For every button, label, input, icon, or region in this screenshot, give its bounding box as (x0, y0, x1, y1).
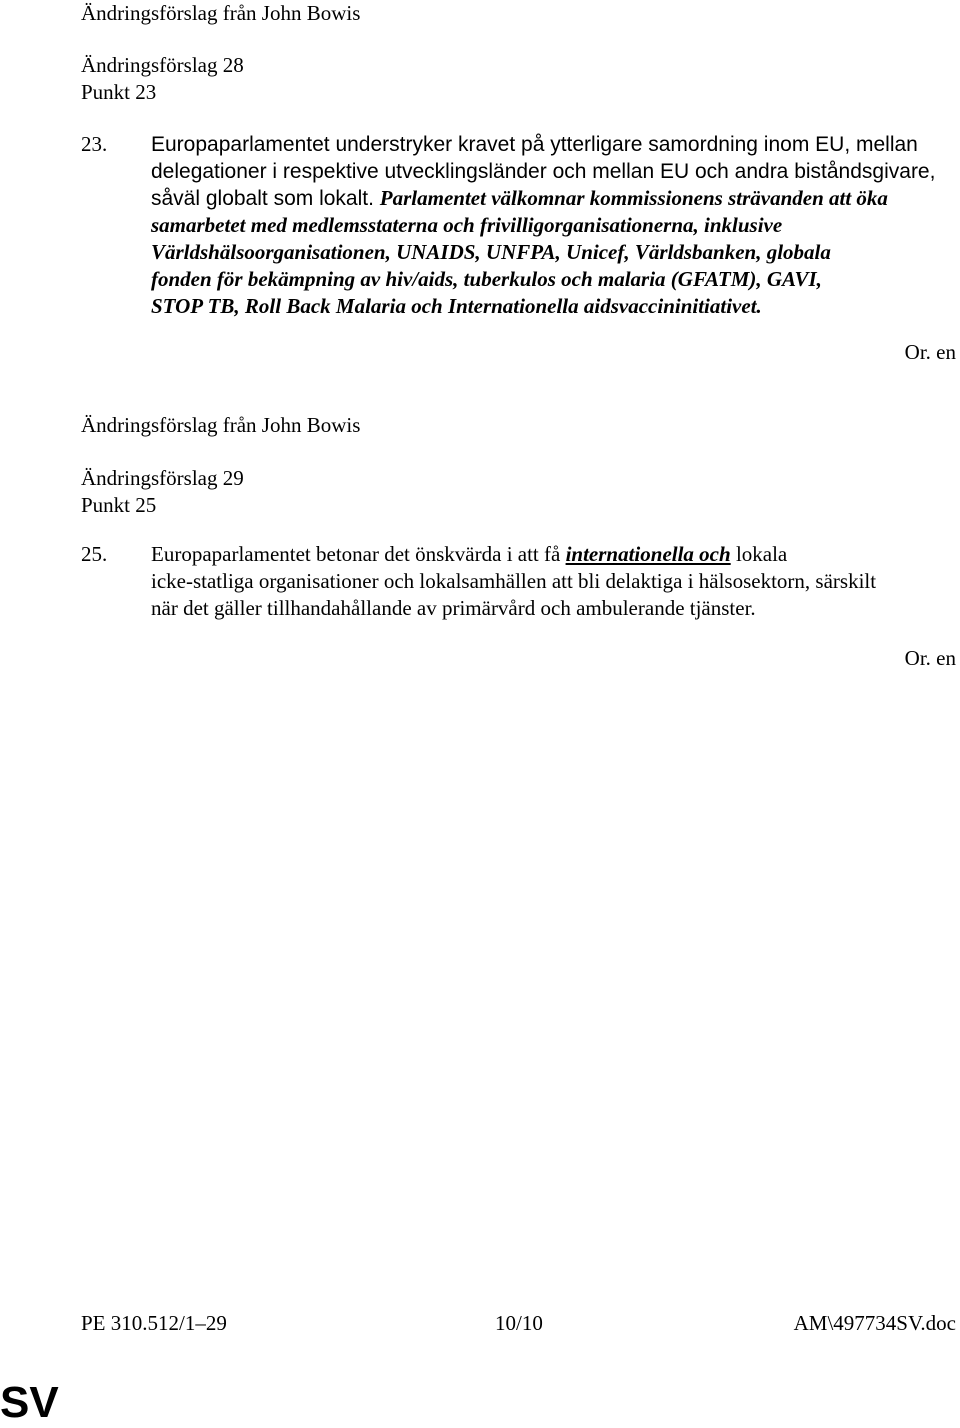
amendment-29-origin: Or. en (904, 646, 956, 670)
paragraph-line (151, 595, 951, 622)
paragraph-line (151, 185, 951, 212)
text-run: Europaparlamentet betonar det önskvärda i att få (151, 542, 566, 566)
text-run: när det gäller tillhandahållande av primärvård och ambulerande tjänster. (151, 596, 756, 620)
amendment-29-point: Punkt 25 (81, 493, 157, 517)
paragraph-line (151, 131, 951, 158)
text-run: fonden för bekämpning av hiv/aids, tuberkulos och malaria (GFATM), GAVI, (151, 267, 822, 291)
amendment-29-number: Ändringsförslag 29 (81, 466, 244, 490)
paragraph-25-number: 25. (81, 542, 108, 566)
text-run: delegationer i respektive utvecklingsländer och mellan EU och andra biståndsgivare, (151, 160, 936, 183)
amendment-29-author: Ändringsförslag från John Bowis (81, 413, 361, 437)
paragraph-23-text (151, 131, 951, 320)
paragraph-line (151, 239, 951, 266)
text-run: STOP TB, Roll Back Malaria och Internationella aidsvaccininitiativet. (151, 294, 762, 318)
language-code: SV (0, 1378, 59, 1427)
amendment-28-point: Punkt 23 (81, 80, 157, 104)
text-run: icke-statliga organisationer och lokalsamhällen att bli delaktiga i hälsosektorn, särskilt (151, 569, 877, 593)
text-run: lokala (730, 542, 788, 566)
paragraph-line (151, 158, 951, 185)
paragraph-23-number: 23. (81, 132, 108, 156)
footer-reference: PE 310.512/1–29 (81, 1311, 227, 1335)
paragraph-line (151, 568, 951, 595)
paragraph-line (151, 212, 951, 239)
text-run: Europaparlamentet understryker kravet på ytterligare samordning inom EU, mellan (151, 133, 918, 156)
paragraph-line (151, 541, 951, 568)
paragraph-line (151, 293, 951, 320)
text-run: Parlamentet välkomnar kommissionens strävanden att öka (379, 186, 888, 210)
amendment-28-author: Ändringsförslag från John Bowis (81, 1, 361, 25)
paragraph-line (151, 266, 951, 293)
footer-document-name: AM\497734SV.doc (793, 1311, 956, 1335)
paragraph-25-text (151, 541, 951, 622)
amendment-28-origin: Or. en (904, 340, 956, 364)
text-run: såväl globalt som lokalt. (151, 187, 380, 210)
footer-page-number: 10/10 (495, 1311, 543, 1335)
text-run: Världshälsoorganisationen, UNAIDS, UNFPA, Unicef, Världsbanken, globala (151, 240, 831, 264)
text-run: samarbetet med medlemsstaterna och frivilligorganisationerna, inklusive (151, 213, 783, 237)
amendment-28-number: Ändringsförslag 28 (81, 53, 244, 77)
text-run: internationella och (565, 542, 731, 566)
